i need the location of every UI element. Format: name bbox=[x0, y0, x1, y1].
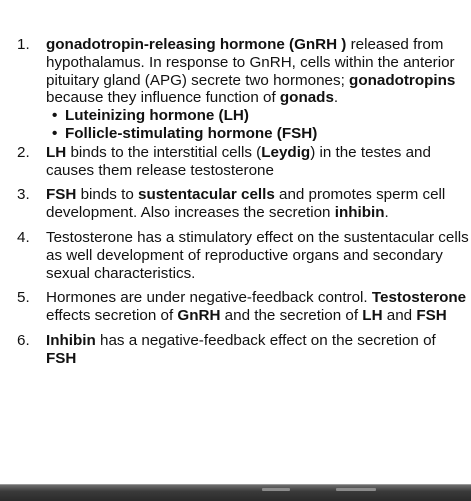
item-body bbox=[46, 144, 469, 180]
list-item-4 bbox=[17, 229, 469, 282]
item-body bbox=[46, 332, 469, 368]
term-fsh-2: FSH bbox=[416, 307, 447, 325]
bottom-taskbar bbox=[0, 484, 471, 501]
term-lh-2: LH bbox=[362, 307, 383, 325]
list-item-1 bbox=[17, 36, 469, 143]
list-item-3 bbox=[17, 186, 469, 222]
term-fsh-3: FSH bbox=[46, 349, 77, 367]
term-fsh: FSH bbox=[46, 186, 77, 204]
taskbar-handle-right[interactable] bbox=[336, 488, 376, 491]
text-run: binds to bbox=[76, 186, 139, 204]
item-text bbox=[46, 186, 469, 222]
list-item-5 bbox=[17, 289, 469, 325]
sub-item-lh bbox=[46, 107, 469, 125]
item-body bbox=[46, 186, 469, 222]
sub-item-fsh bbox=[46, 125, 469, 143]
term-leydig: Leydig bbox=[261, 143, 311, 161]
term-testosterone: Testosterone bbox=[371, 289, 467, 307]
text-run: effects secretion of bbox=[46, 307, 178, 325]
text-run: . bbox=[333, 89, 339, 107]
list-item-6 bbox=[17, 332, 469, 368]
item-number: 5. bbox=[17, 289, 30, 307]
term-inhibin-2: Inhibin bbox=[46, 331, 96, 349]
item-number: 2. bbox=[17, 143, 30, 161]
text-run: and bbox=[382, 307, 417, 325]
taskbar-handle[interactable] bbox=[262, 488, 290, 491]
bullet-icon: • bbox=[52, 124, 58, 142]
term-gonads: gonads bbox=[279, 89, 334, 107]
term-gnrh: gonadotropin-releasing hormone (GnRH ) bbox=[46, 36, 347, 53]
item-body bbox=[46, 229, 469, 282]
text-run: released from hypothalamus. In response to GnRH, cells within the anterior pituitary gland (APG) secrete two hormones; bbox=[46, 36, 455, 89]
item-text bbox=[46, 36, 469, 107]
text-run: . bbox=[384, 204, 389, 222]
item-body bbox=[46, 289, 469, 325]
item-text: Testosterone has a stimulatory effect on the sustentacular cells as well development of reproductive organs and secondary sexual characteristics. bbox=[46, 228, 469, 282]
item-text bbox=[46, 144, 469, 180]
item-number: 4. bbox=[17, 228, 30, 246]
text-run: Hormones are under negative-feedback control. bbox=[46, 289, 372, 307]
numbered-list bbox=[17, 36, 469, 375]
term-inhibin: inhibin bbox=[334, 204, 385, 222]
bullet-icon: • bbox=[52, 107, 58, 125]
text-run: has a negative-feedback effect on the secretion of bbox=[95, 331, 436, 349]
item-number: 6. bbox=[17, 331, 30, 349]
item-body bbox=[46, 36, 469, 143]
term-sustentacular-cells: sustentacular cells bbox=[138, 186, 275, 204]
text-run: because they influence function of bbox=[46, 89, 280, 107]
sub-item-text: Luteinizing hormone (LH) bbox=[65, 107, 249, 125]
text-run: and the secretion of bbox=[220, 307, 363, 325]
item-text bbox=[46, 332, 469, 368]
item-text bbox=[46, 289, 469, 325]
text-run: ) in the testes and causes them release testosterone bbox=[46, 143, 431, 179]
item-number: 3. bbox=[17, 186, 30, 204]
term-gnrh-2: GnRH bbox=[177, 307, 221, 325]
text-run: binds to the interstitial cells ( bbox=[66, 143, 262, 161]
sub-bullet-list bbox=[46, 107, 469, 143]
sub-item-text: Follicle-stimulating hormone (FSH) bbox=[65, 124, 318, 142]
term-gonadotropins: gonadotropins bbox=[349, 71, 456, 89]
item-number: 1. bbox=[17, 36, 30, 53]
text-run: and promotes sperm cell development. Also increases the secretion bbox=[46, 186, 446, 222]
list-item-2 bbox=[17, 144, 469, 180]
term-lh: LH bbox=[46, 143, 67, 161]
